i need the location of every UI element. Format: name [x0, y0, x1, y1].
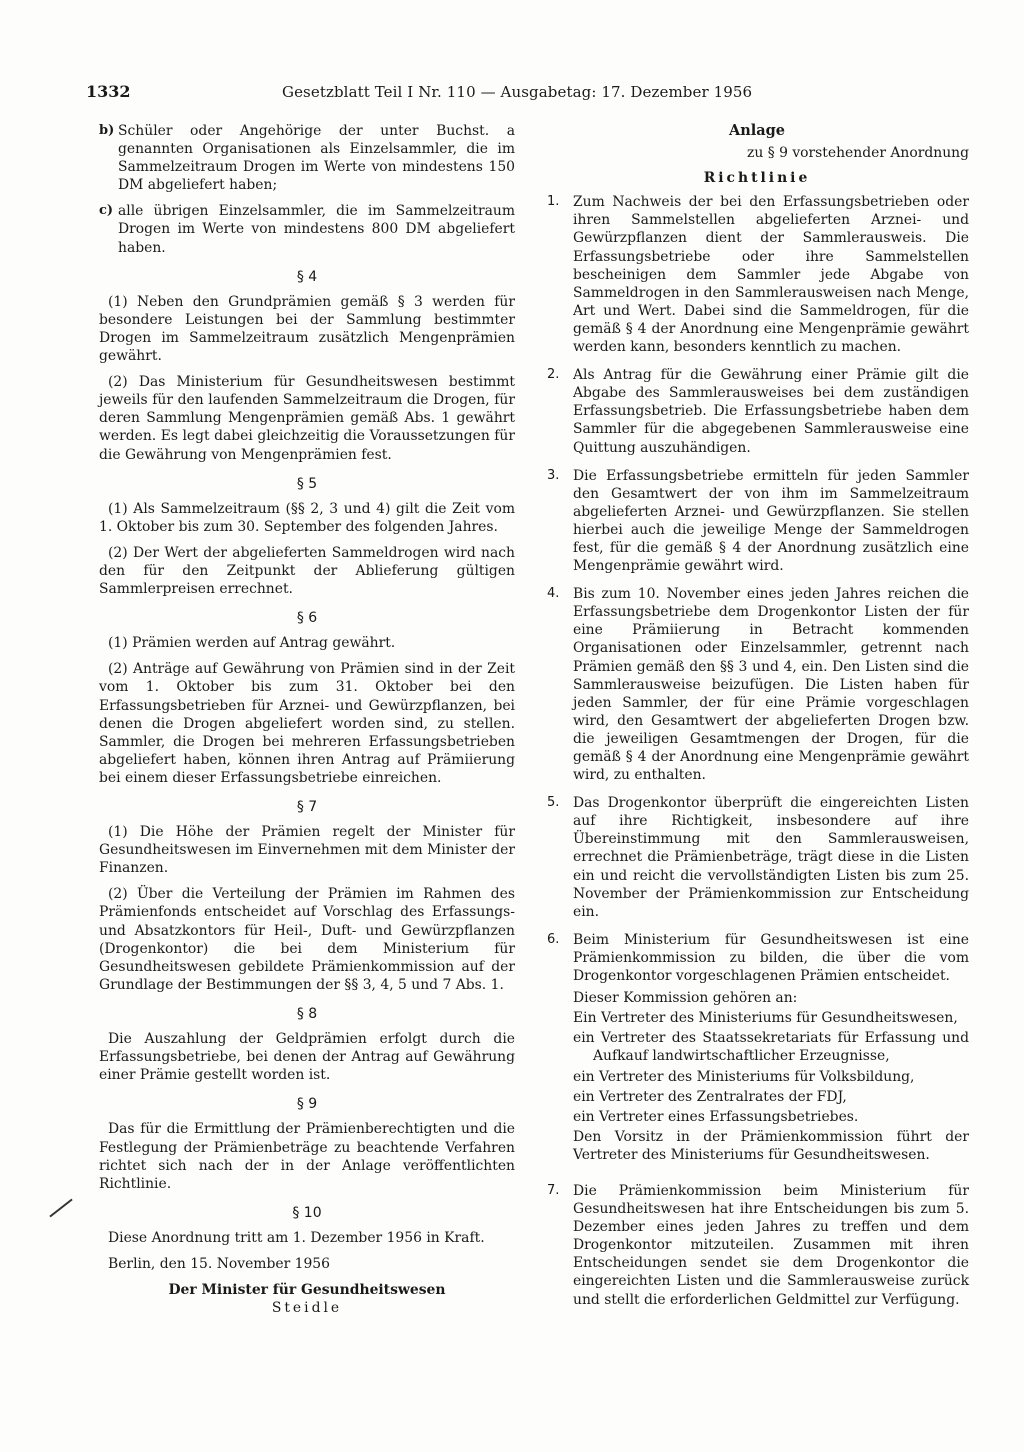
section-heading-6: § 6 [296, 610, 318, 627]
paragraph: (2) Über die Verteilung der Prämien im Rahmen des Prämienfonds entscheidet auf Vorschlag des Erfassungs- und Absatzkontors für Heil-, Duft- und Gewürzpflanzen (Drogenkontor) die bei dem Ministerium für Gesundheitswesen gebildete Prämienkommission auf der Grundlage der Bestimmungen der §§ 3, 4, 5 und 7 Abs. 1. [99, 886, 515, 993]
page-number: 1332 [86, 82, 131, 101]
item-text: Beim Ministerium für Gesundheitswesen ist eine Prämienkommission zu bilden, die über die vom Drogenkontor vorgeschlagenen Prämien entscheidet. [573, 931, 969, 985]
item-text: Schüler oder Angehörige der unter Buchst. a genannten Organisationen als Einzelsammler, die im Sammelzeitraum Drogen im Werte von mindestens 150 DM abgeliefert haben; [118, 123, 515, 194]
item-text: Das Drogenkontor überprüft die eingereichten Listen auf ihre Richtigkeit, insbesondere auf ihre Übereinstimmung mit den Sammlerausweisen, errechnet die Prämienbeträge, trägt diese in die Listen ein und reicht die vervollständigten Listen bis zum 25. November der Prämienkommission zur Entscheidung ein. [573, 795, 969, 920]
section-heading-9: § 9 [296, 1096, 318, 1113]
item-number: 4. [547, 586, 560, 602]
section-heading-10: § 10 [292, 1204, 322, 1221]
directive-item-7 [545, 1182, 969, 1309]
annex-title: Anlage [728, 122, 786, 139]
directive-item-2 [545, 366, 969, 456]
item-number: 3. [547, 467, 560, 483]
directive-item-6 [545, 931, 969, 1172]
paragraph: Die Auszahlung der Geldprämien erfolgt durch die Erfassungsbetriebe, bei denen der Antrag auf Gewährung einer Prämie gestellt worden ist. [99, 1031, 515, 1084]
directive-item-3 [545, 467, 969, 576]
annex-subtitle: zu § 9 vorstehender Anordnung [747, 145, 969, 162]
member-entry: ein Vertreter eines Erfassungsbetriebes. [573, 1108, 859, 1125]
paragraph: (1) Prämien werden auf Antrag gewährt. [108, 635, 396, 652]
list-item-b [99, 122, 515, 194]
item-number: 7. [547, 1182, 560, 1198]
directive-title: Richtlinie [703, 170, 811, 187]
signer-name: Steidle [271, 1300, 343, 1317]
paragraph: (1) Als Sammelzeitraum (§§ 2, 3 und 4) gilt die Zeit vom 1. Oktober bis zum 30. September des folgenden Jahres. [99, 500, 515, 535]
list-item-c [99, 202, 515, 256]
paragraph: Das für die Ermittlung der Prämienberechtigten und die Festlegung der Prämienbeträge zu beachtende Verfahren richtet sich nach der in der Anlage veröffentlichten Richtlinie. [99, 1121, 515, 1192]
gazette-title: Gesetzblatt Teil I Nr. 110 — Ausgabetag: 17. Dezember 1956 [282, 83, 753, 101]
item-marker: c) [99, 203, 114, 219]
place-date: Berlin, den 15. November 1956 [108, 1255, 330, 1272]
item-number: 5. [547, 795, 560, 811]
member-entry: ein Vertreter des Zentralrates der FDJ, [573, 1088, 847, 1105]
item-marker: b) [99, 123, 115, 138]
right-column [545, 122, 969, 1319]
members-intro: Dieser Kommission gehören an: [573, 990, 798, 1007]
member-entry: ein Vertreter des Ministeriums für Volksbildung, [573, 1068, 915, 1085]
section-heading-5: § 5 [296, 475, 318, 492]
section-heading-7: § 7 [296, 799, 318, 815]
item-text: Bis zum 10. November eines jeden Jahres reichen die Erfassungsbetriebe dem Drogenkontor Listen der für eine Prämiierung in Betracht kommenden Organisationen oder Einzelsammler, getrennt nach Prämien gemäß den §§ 3 und 4, ein. Den Listen sind die Sammlerausweise beizufügen. Die Listen haben für jeden Sammler, der für eine Prämie vorgeschlagen wird, den Gesamtwert der abgelieferten Drogen bzw. die jeweiligen Gesamtmengen der Drogen, für die gemäß § 4 der Anordnung eine Mengenprämie gewährt wird, zu enthalten. [573, 586, 969, 784]
page-header [86, 82, 791, 101]
paragraph: (2) Der Wert der abgelieferten Sammeldrogen wird nach den für den Zeitpunkt der Ablieferung gültigen Sammlerpreisen errechnet. [99, 544, 515, 598]
directive-item-5 [545, 794, 969, 921]
signer-title: Der Minister für Gesundheitswesen [168, 1282, 446, 1299]
chair-note: Den Vorsitz in der Prämienkommission führt der Vertreter des Ministeriums für Gesundheitswesen. [573, 1128, 969, 1163]
section-heading-4: § 4 [296, 268, 318, 285]
directive-item-4 [545, 585, 969, 784]
paragraph: (2) Das Ministerium für Gesundheitswesen bestimmt jeweils für den laufenden Sammelzeitraum die Drogen, für deren Sammlung Mengenprämien gemäß Abs. 1 gewährt werden. Es legt dabei gleichzeitig die Voraussetzungen für die Gewährung von Mengenprämien fest. [99, 374, 515, 463]
member-entry: ein Vertreter des Staatssekretariats für Erfassung und Aufkauf landwirtschaftlicher Erzeugnisse, [573, 1030, 969, 1065]
margin-pen-mark [49, 1199, 72, 1218]
paragraph: (1) Die Höhe der Prämien regelt der Minister für Gesundheitswesen im Einvernehmen mit dem Minister der Finanzen. [99, 824, 515, 877]
left-column [99, 122, 515, 1317]
directive-item-1 [545, 193, 969, 356]
paragraph: Diese Anordnung tritt am 1. Dezember 1956 in Kraft. [108, 1229, 485, 1246]
item-number: 2. [547, 367, 560, 383]
item-number: 6. [547, 931, 560, 947]
member-entry: Ein Vertreter des Ministeriums für Gesundheitswesen, [573, 1010, 958, 1027]
item-text: Als Antrag für die Gewährung einer Prämie gilt die Abgabe des Sammlerausweises bei dem zuständigen Erfassungsbetrieb. Die Erfassungsbetriebe haben dem Sammler für die abgegebenen Sammlerausweise eine Quittung auszuhändigen. [573, 367, 969, 456]
item-text: Zum Nachweis der bei den Erfassungsbetrieben oder ihren Sammelstellen abgelieferten Arznei- und Gewürzpflanzen dient der Sammlerausweis. Die Erfassungsbetriebe oder ihre Sammelstellen bescheinigen dem Sammler jede Abgabe von Sammeldrogen in den Sammlerausweisen nach Menge, Art und Wert. Dabei sind die Sammeldrogen, für die gemäß § 4 der Anordnung eine Mengenprämie gewährt werden kann, besonders kenntlich zu machen. [573, 194, 969, 356]
section-heading-8: § 8 [296, 1005, 318, 1022]
item-text: alle übrigen Einzelsammler, die im Sammelzeitraum Drogen im Werte von mindestens 800 DM abgeliefert haben. [118, 203, 515, 256]
item-body [573, 931, 969, 1172]
item-text: Die Erfassungsbetriebe ermitteln für jeden Sammler den Gesamtwert der von ihm im Sammelzeitraum abgelieferten Arznei- und Gewürzpflanzen. Sie stellen hierbei auch die jeweilige Menge der Sammeldrogen fest, für die gemäß § 4 der Anordnung zusätzlich eine Mengenprämie gewährt wird. [573, 467, 969, 575]
paragraph: (2) Anträge auf Gewährung von Prämien sind in der Zeit vom 1. Oktober bis zum 31. Oktober bei den Erfassungsbetrieben für Arznei- und Gewürzpflanzen, bei denen die Drogen abgeliefert worden sind, zu stellen. Sammler, die Drogen bei mehreren Erfassungsbetrieben abgeliefert haben, können ihren Antrag auf Prämiierung bei einem dieser Erfassungsbetriebe einreichen. [99, 661, 515, 786]
item-number: 1. [547, 194, 560, 210]
paragraph: (1) Neben den Grundprämien gemäß § 3 werden für besondere Leistungen bei der Sammlung bestimmter Drogen im Sammelzeitraum zusätzlich Mengenprämien gewährt. [99, 293, 515, 365]
item-text: Die Prämienkommission beim Ministerium für Gesundheitswesen hat ihre Entscheidungen bis zum 5. Dezember eines jeden Jahres zu treffen und dem Drogenkontor mitzuteilen. Zusammen mit ihren Entscheidungen sendet sie dem Drogenkontor die eingereichten Listen und die Sammlerausweise zurück und stellt die erforderlichen Geldmittel zur Verfügung. [573, 1182, 969, 1308]
